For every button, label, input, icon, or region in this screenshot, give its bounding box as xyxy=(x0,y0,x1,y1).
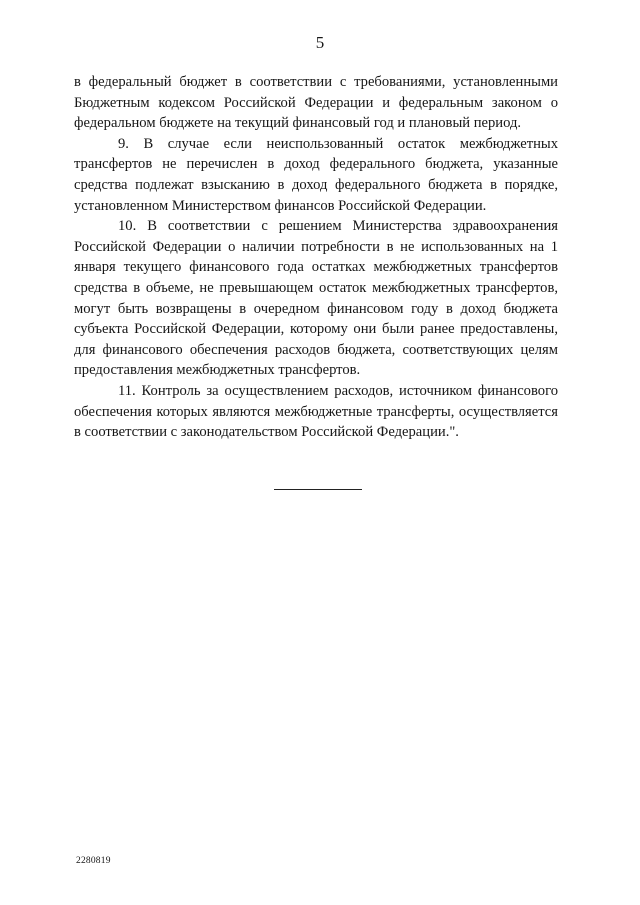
end-separator-line xyxy=(274,489,362,490)
document-code: 2280819 xyxy=(76,856,111,866)
paragraph-11: 11. Контроль за осуществлением расходов, источником финансового обеспечения которых являются межбюджетные трансферты, осуществляется в соответствии с законодательством Российской Федерации.". xyxy=(74,382,558,441)
paragraph-10: 10. В соответствии с решением Министерства здравоохранения Российской Федерации о наличии потребности в не использованных на 1 января текущего финансового года остатках межбюджетных трансфертов средства в объеме, не превышающем остаток межбюджетных трансфертов, могут быть возвращены в очередном финансовом году в доход бюджета субъекта Российской Федерации, которому они были ранее предоставлены, для финансового обеспечения расходов бюджета, соответствующих целям предоставления межбюджетных трансфертов. xyxy=(74,218,558,379)
paragraph-9: 9. В случае если неиспользованный остаток межбюджетных трансфертов не перечислен в доход федерального бюджета, указанные средства подлежат взысканию в доход федерального бюджета в порядке, установленном Министерством финансов Российской Федерации. xyxy=(74,135,558,214)
document-body xyxy=(74,72,558,443)
paragraph-continuation: в федеральный бюджет в соответствии с требованиями, установленными Бюджетным кодексом Российской Федерации и федеральным законом о федеральном бюджете на текущий финансовый год и плановый период. xyxy=(74,74,558,132)
page-number: 5 xyxy=(315,33,325,52)
